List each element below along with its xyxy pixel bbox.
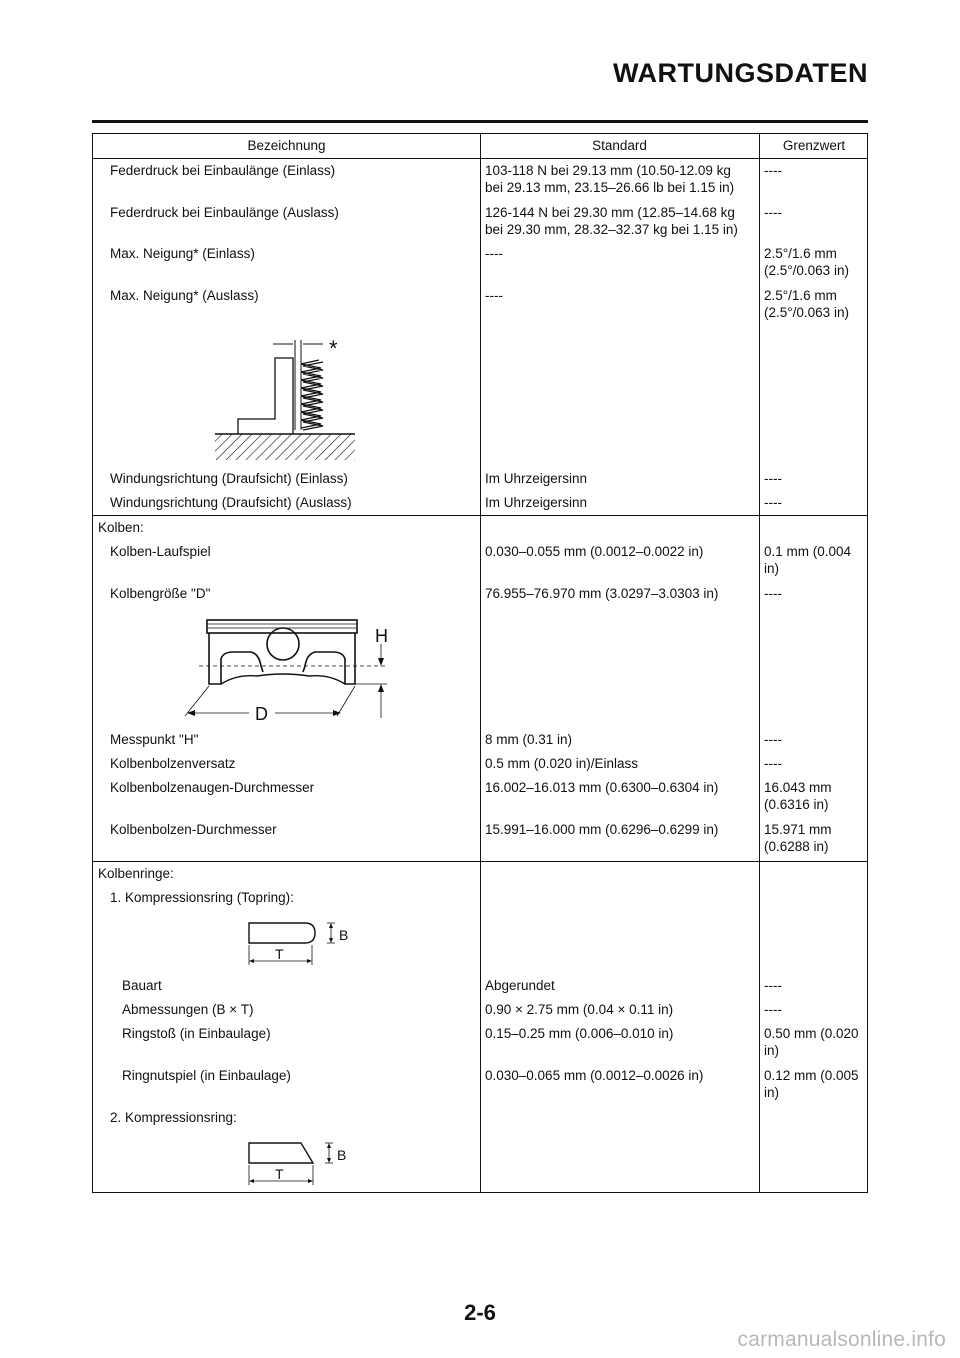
ring-b-label: B bbox=[337, 1147, 347, 1163]
standard-value: ---- bbox=[485, 288, 503, 303]
column-header: Grenzwert bbox=[782, 138, 846, 153]
ring-t-label: T bbox=[275, 1166, 284, 1182]
column-header: Standard bbox=[592, 138, 647, 153]
limit-value: in) bbox=[764, 1085, 780, 1100]
page-number: 2-6 bbox=[464, 1300, 496, 1325]
limit-value: ---- bbox=[764, 471, 782, 486]
page-title: WARTUNGSDATEN bbox=[613, 58, 868, 88]
row-label: Federdruck bei Einbaulänge (Auslass) bbox=[110, 205, 339, 220]
row-label: Kolbenbolzenversatz bbox=[110, 756, 236, 771]
limit-value: ---- bbox=[764, 495, 782, 510]
limit-value: ---- bbox=[764, 978, 782, 993]
row-label: Ringstoß (in Einbaulage) bbox=[122, 1026, 271, 1041]
row-label: Kolbengröße "D" bbox=[110, 586, 211, 601]
standard-value: 0.15–0.25 mm (0.006–0.010 in) bbox=[485, 1026, 674, 1041]
spec-table bbox=[92, 133, 868, 1193]
section-divider bbox=[93, 861, 867, 862]
limit-value: 16.043 mm bbox=[764, 780, 832, 795]
limit-value: 0.50 mm (0.020 bbox=[764, 1026, 859, 1041]
row-label: Kolbenbolzen-Durchmesser bbox=[110, 822, 277, 837]
limit-value: ---- bbox=[764, 163, 782, 178]
row-label: Windungsrichtung (Draufsicht) (Einlass) bbox=[110, 471, 348, 486]
limit-value: 2.5°/1.6 mm bbox=[764, 288, 837, 303]
limit-value: in) bbox=[764, 1043, 780, 1058]
section-heading: Kolben: bbox=[98, 520, 144, 535]
section-divider bbox=[93, 515, 867, 516]
column-divider bbox=[759, 134, 760, 1192]
limit-value: ---- bbox=[764, 205, 782, 220]
standard-value: 0.5 mm (0.020 in)/Einlass bbox=[485, 756, 639, 771]
limit-value: (0.6316 in) bbox=[764, 797, 829, 812]
ring-t-label: T bbox=[275, 946, 284, 962]
row-label: Max. Neigung* (Auslass) bbox=[110, 288, 259, 303]
standard-value: 16.002–16.013 mm (0.6300–0.6304 in) bbox=[485, 780, 719, 795]
limit-value: 2.5°/1.6 mm bbox=[764, 246, 837, 261]
row-label: Kolbenbolzenaugen-Durchmesser bbox=[110, 780, 315, 795]
standard-value: Im Uhrzeigersinn bbox=[485, 471, 588, 486]
subsection-heading: 1. Kompressionsring (Topring): bbox=[110, 890, 294, 905]
standard-value: 126-144 N bei 29.30 mm (12.85–14.68 kg bbox=[485, 205, 735, 220]
limit-value: 0.12 mm (0.005 bbox=[764, 1068, 859, 1083]
row-label: Abmessungen (B × T) bbox=[122, 1002, 254, 1017]
standard-value: 8 mm (0.31 in) bbox=[485, 732, 573, 747]
limit-value: ---- bbox=[764, 1002, 782, 1017]
watermark: carmanualsonline.info bbox=[737, 1328, 946, 1351]
piston-h-label: H bbox=[375, 626, 388, 646]
limit-value: (2.5°/0.063 in) bbox=[764, 263, 849, 278]
standard-value: bei 29.30 mm, 28.32–32.37 kg bei 1.15 in) bbox=[485, 222, 738, 237]
row-label: Kolben-Laufspiel bbox=[110, 544, 211, 559]
standard-value: 0.030–0.055 mm (0.0012–0.0022 in) bbox=[485, 544, 704, 559]
ring-b-label: B bbox=[339, 927, 349, 943]
limit-value: (0.6288 in) bbox=[764, 839, 829, 854]
standard-value: 0.90 × 2.75 mm (0.04 × 0.11 in) bbox=[485, 1002, 674, 1017]
column-header: Bezeichnung bbox=[247, 138, 326, 153]
standard-value: 103-118 N bei 29.13 mm (10.50-12.09 kg bbox=[485, 163, 731, 178]
row-label: Messpunkt "H" bbox=[110, 732, 199, 747]
title-rule bbox=[92, 120, 868, 123]
piston-d-label: D bbox=[255, 704, 268, 724]
second-ring-diagram bbox=[243, 1139, 363, 1189]
piston-diagram bbox=[177, 614, 407, 724]
row-label: Max. Neigung* (Einlass) bbox=[110, 246, 255, 261]
standard-value: ---- bbox=[485, 246, 503, 261]
row-label: Ringnutspiel (in Einbaulage) bbox=[122, 1068, 291, 1083]
row-label: Federdruck bei Einbaulänge (Einlass) bbox=[110, 163, 336, 178]
section-heading: Kolbenringe: bbox=[98, 866, 174, 881]
top-ring-diagram bbox=[243, 919, 363, 969]
standard-value: Im Uhrzeigersinn bbox=[485, 495, 588, 510]
standard-value: 76.955–76.970 mm (3.0297–3.0303 in) bbox=[485, 586, 719, 601]
column-divider bbox=[480, 134, 481, 1192]
standard-value: bei 29.13 mm, 23.15–26.66 lb bei 1.15 in) bbox=[485, 180, 735, 195]
limit-value: 15.971 mm bbox=[764, 822, 832, 837]
limit-value: in) bbox=[764, 561, 780, 576]
standard-value: 15.991–16.000 mm (0.6296–0.6299 in) bbox=[485, 822, 719, 837]
tilt-star-label: * bbox=[329, 336, 338, 361]
row-label: Windungsrichtung (Draufsicht) (Auslass) bbox=[110, 495, 352, 510]
row-label: Bauart bbox=[122, 978, 162, 993]
limit-value: ---- bbox=[764, 732, 782, 747]
limit-value: ---- bbox=[764, 756, 782, 771]
subsection-heading: 2. Kompressionsring: bbox=[110, 1110, 237, 1125]
header-divider bbox=[93, 158, 867, 159]
limit-value: ---- bbox=[764, 586, 782, 601]
limit-value: (2.5°/0.063 in) bbox=[764, 305, 849, 320]
standard-value: Abgerundet bbox=[485, 978, 555, 993]
standard-value: 0.030–0.065 mm (0.0012–0.0026 in) bbox=[485, 1068, 704, 1083]
spring-tilt-diagram bbox=[213, 334, 363, 474]
limit-value: 0.1 mm (0.004 bbox=[764, 544, 852, 559]
